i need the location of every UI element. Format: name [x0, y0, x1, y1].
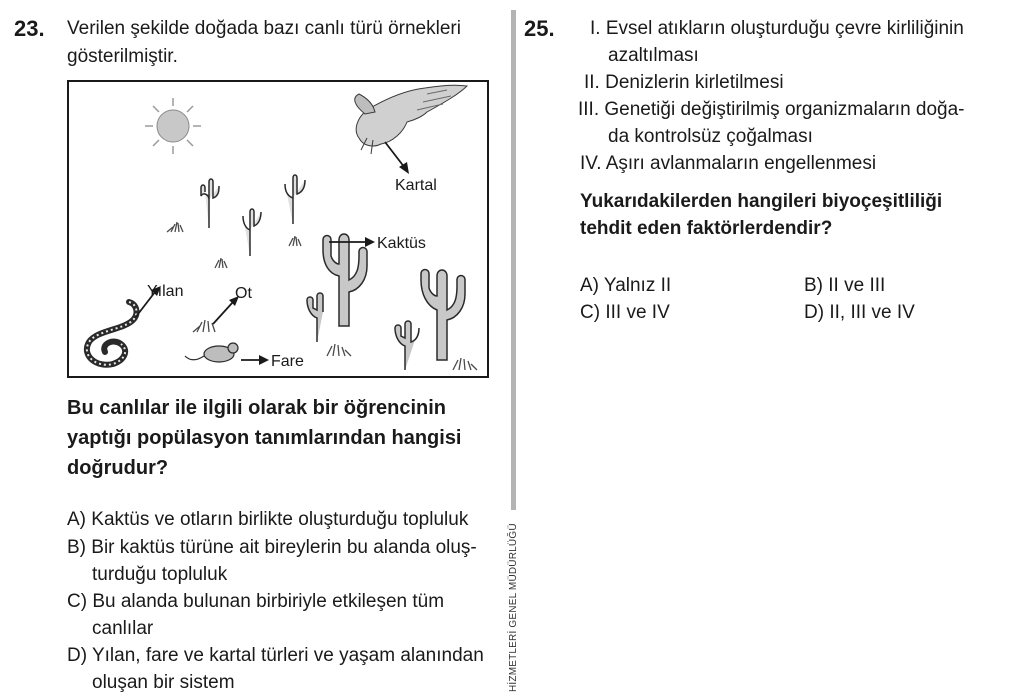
question-25-item-2: II. Denizlerin kirletilmesi	[584, 72, 784, 93]
question-23-option-d[interactable]: D) Yılan, fare ve kartal türleri ve yaşam alanından	[67, 645, 484, 666]
question-25-option-c[interactable]: C) III ve IV	[580, 302, 670, 323]
question-25-item-3-cont: da kontrolsüz çoğalması	[608, 126, 813, 147]
question-25-item-4: IV. Aşırı avlanmaların engellenmesi	[580, 153, 877, 174]
eagle-label: Kartal	[395, 177, 437, 194]
question-23-intro-cont: gösterilmiştir.	[67, 46, 178, 67]
question-23-stem-2: yaptığı popülasyon tanımlarından hangisi	[67, 427, 462, 449]
mouse-label: Fare	[271, 353, 304, 370]
question-23-option-a[interactable]: A) Kaktüs ve otların birlikte oluşturduğu topluluk	[67, 509, 469, 530]
question-23-stem-3: doğrudur?	[67, 457, 169, 479]
question-25-number: 25.	[524, 16, 555, 41]
question-25-item-3: III. Genetiği değiştirilmiş organizmaların doğa-	[578, 99, 965, 120]
question-23-stem: Bu canlılar ile ilgili olarak bir öğrencinin	[67, 397, 446, 419]
ecosystem-figure	[67, 80, 489, 378]
question-23-option-c[interactable]: C) Bu alanda bulunan birbiriyle etkileşen tüm	[67, 591, 445, 612]
snake-label: Yılan	[147, 283, 184, 300]
question-25-option-a[interactable]: A) Yalnız II	[580, 275, 672, 296]
question-23-intro: Verilen şekilde doğada bazı canlı türü örnekleri	[67, 18, 461, 39]
question-23-option-b[interactable]: B) Bir kaktüs türüne ait bireylerin bu alanda oluş-	[67, 537, 477, 558]
question-25-item-1-cont: azaltılması	[608, 45, 699, 66]
question-25-option-d[interactable]: D) II, III ve IV	[804, 302, 915, 323]
question-23-number: 23.	[14, 16, 45, 41]
question-23-option-b-cont: turduğu topluluk	[92, 564, 228, 585]
cactus-label: Kaktüs	[377, 235, 426, 252]
question-25-item-1: I. Evsel atıkların oluşturduğu çevre kirliliğinin	[590, 18, 964, 39]
grass-label: Ot	[235, 285, 252, 302]
question-23-option-c-cont: canlılar	[92, 618, 154, 639]
question-25-option-b[interactable]: B) II ve III	[804, 275, 886, 296]
side-label: HİZMETLERİ GENEL MÜDÜRLÜĞÜ	[508, 523, 519, 692]
question-25-stem: Yukarıdakilerden hangileri biyoçeşitliliği	[580, 191, 943, 212]
question-25-stem-2: tehdit eden faktörlerdendir?	[580, 218, 833, 239]
question-23-option-d-cont: oluşan bir sistem	[92, 672, 235, 693]
column-divider	[511, 10, 516, 510]
